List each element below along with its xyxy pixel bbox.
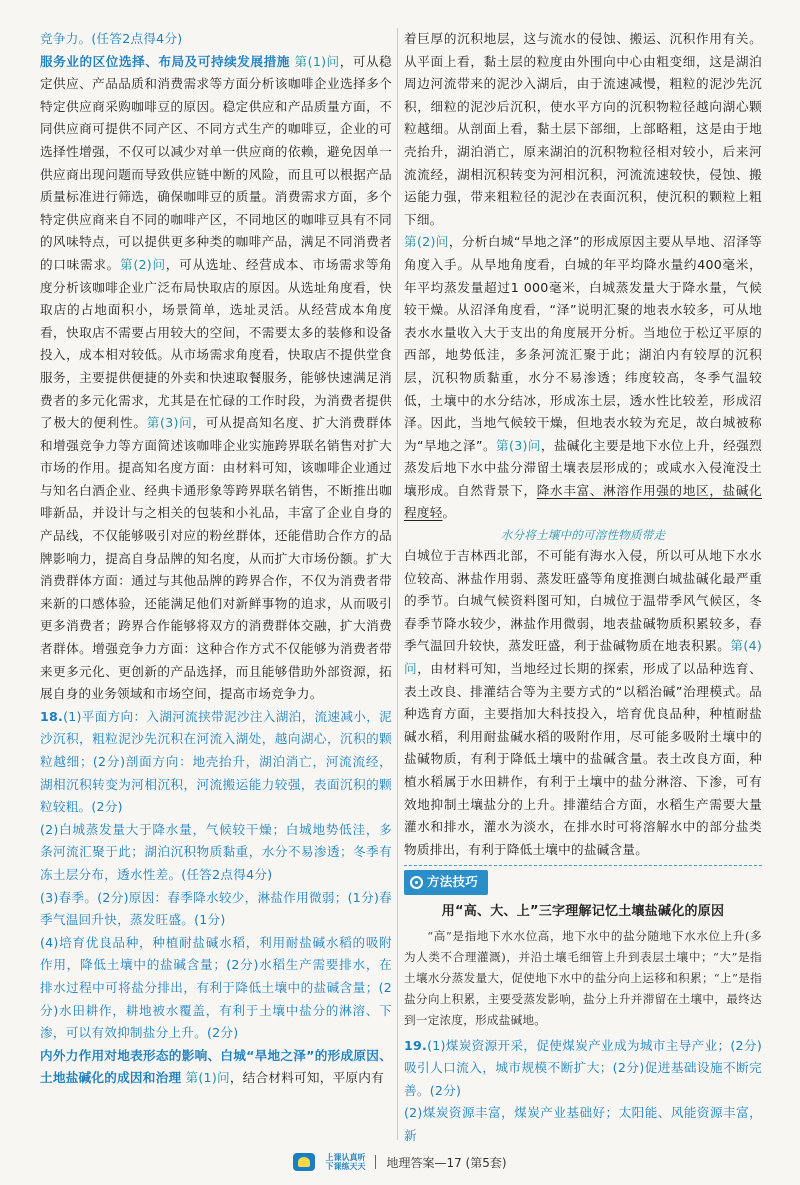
question-ref: 第(2)问 xyxy=(404,234,449,250)
question-ref: 第(1)问 xyxy=(185,1070,230,1086)
q18-answer-3: (3)春季。(2分)原因：春季降水较少，淋盐作用微弱；(1分)春季气温回升快，蒸发旺盛。(1分) xyxy=(40,889,392,928)
brand-slogan: 上课认真听 下课练天天 xyxy=(325,1153,366,1171)
answer-text: (1)平面方向：入湖河流挟带泥沙注入湖泊，流速减小，泥沙沉积，粗粒泥沙先沉积在河流入湖处，越向湖心，沉积的颗粒越细；(2分)剖面方向：地壳抬升，湖泊消亡，河流流经，湖相沉积转变为河相沉积，河流搬运能力较强，表面沉积的颗粒较粗。(2分) xyxy=(40,708,392,815)
topic-title: 内外力作用对地表形态的影响、白城“旱地之泽”的形成原因、土地盐碱化的成因和治理 xyxy=(40,1047,392,1086)
analysis-text: ，可从选址、经营成本、市场需求等角度分析该咖啡企业广泛布局快取店的原因。从选址角度看，快取店的占地面积小，场景简单，选址灵活。从经营成本角度看，快取店不需要占用较大的空间，不需要太多的装修和设备投入，成本相对较低。从市场需求角度看，快取店不提供堂食服务，主要提供便捷的外卖和快速取餐服务，能够快速满足消费者的多元化需求，尤其是在忙碌的工作时段，为消费者提供了极大的便利性。 xyxy=(40,256,393,431)
left-column xyxy=(40,28,392,1090)
analysis-text: ，分析白城“旱地之泽”的形成原因主要从旱地、沼泽等角度入手。从旱地角度看，白城的年平均降水量约400毫米，年平均蒸发量超过1 000毫米，白城蒸发量大于降水量，气候较干燥。从沼泽角度看，“泽”说明汇聚的地表水较多，可从地表水水量收入大于支出的角度展开分析。当地位于松辽平原的西部，地势低洼，多条河流汇聚于此；湖泊内有较厚的沉积层，沉积物质黏重，水分不易渗透；纬度较高，冬季气温较低，土壤中的水分结冰，形成冻土层，透水性比较差，形成沼泽。因此，当地气候较干燥，但地表水较为充足，故白城被称为“旱地之泽”。 xyxy=(404,234,762,453)
target-icon xyxy=(410,876,423,889)
analysis-paragraph xyxy=(404,545,762,861)
question-ref: 第(2)问 xyxy=(120,256,166,272)
answer-text: (1)煤炭资源开采，促使煤炭产业成为城市主导产业；(2分)吸引人口流入，城市规模不断扩大；(2分)促进基础设施不断完善。(2分) xyxy=(404,1037,762,1098)
analysis-paragraph xyxy=(404,231,762,525)
underlined-key-point: 降水丰富、淋溶作用强的地区，盐碱化程度轻 xyxy=(404,482,763,521)
analysis-continued: 着巨厚的沉积地层，这与流水的侵蚀、搬运、沉积作用有关。从平面上看，黏土层的粒度由外围向中心由粗变细，这是湖泊周边河流带来的泥沙入湖后，由于流速减慢，粗粒的泥沙先沉积，细粒的泥沙后沉积，使水平方向的沉积物粒径越向湖心颗粒越细。从剖面上看，黏土层下部细，上部略粗，这是由于地壳抬升，湖泊消亡，原来湖泊的沉积物粒径相对较小，后来河流流经，湖相沉积转变为河相沉积，河流流速较快，侵蚀、搬运能力强，带来粗粒径的泥沙在表面沉积，使沉积的颗粒上粗下细。 xyxy=(404,31,762,227)
tip-title: 用“高、大、上”三字理解记忆土壤盐碱化的原因 xyxy=(441,903,725,919)
tip-body: “高”是指地下水水位高，地下水中的盐分随地下水水位上升(多为人类不合理灌溉)，并沿土壤毛细管上升到表层土壤中；“大”是指土壤水分蒸发量大，促使地下水中的盐分向上运移和积累；“上”是指盐分向上积累，主要受蒸发影响，盐分上升并滞留在土壤中，最终达到一定浓度，形成盐碱地。 xyxy=(404,928,762,1027)
handwritten-note: 水分将土壤中的可溶性物质带走 xyxy=(500,528,666,543)
score-note: 竞争力。(任答2点得4分) xyxy=(40,31,183,46)
analysis-text: ，可从稳定供应、产品品质和消费需求等方面分析该咖啡企业选择多个特定供应商采购咖啡豆的原因。稳定供应和产品质量方面，不同供应商可提供不同产区、不同方式生产的咖啡豆，企业的可选择性增强，不仅可以减少对单一供应商的依赖，避免因单一供应商出现问题而导致供应链中断的风险，而且可以根据产品质量标准进行筛选，确保咖啡豆的质量。消费需求方面，多个特定供应商来自不同的咖啡产区，不同地区的咖啡豆具有不同的风味特点，可以提供更多种类的咖啡产品，满足不同消费者的口味需求。 xyxy=(40,53,393,272)
q18-answer-2: (2)白城蒸发量大于降水量，气候较干燥；白城地势低洼，多条河流汇聚于此；湖泊沉积物质黏重，水分不易渗透；冬季有冻土层分布，透水性差。(任答2点得4分) xyxy=(40,821,392,882)
question-ref: 第(3)问 xyxy=(146,415,193,431)
q19-answer-2: (2)煤炭资源丰富，煤炭产业基础好；太阳能、风能资源丰富，新 xyxy=(404,1105,762,1143)
question-ref: 第(4)问 xyxy=(404,638,763,677)
analysis-text: ，盐碱化主要是地下水位上升，经强烈蒸发后地下水中盐分滞留土壤表层形成的；或咸水入侵淹没土壤形成。自然背景下， xyxy=(404,437,763,498)
analysis-paragraph xyxy=(40,1045,392,1090)
brand-logo-icon xyxy=(293,1153,315,1171)
footer-separator xyxy=(375,1155,376,1169)
right-column xyxy=(404,28,762,1148)
analysis-text: 白城位于吉林西北部，不可能有海水入侵，所以可从地下水水位较高、淋盐作用弱、蒸发旺盛等角度推测白城盐碱化最严重的季节。白城气候资料图可知，白城位于温带季风气候区，冬春季节降水较少，淋盐作用微弱，地表盐碱物质积累较多，春季气温回升较快，蒸发旺盛，利于盐碱物质在地表积累。 xyxy=(404,548,762,654)
column-divider xyxy=(397,28,398,1140)
question-number: 18. xyxy=(40,708,64,724)
analysis-text: ，可从提高知名度、扩大消费群体和增强竞争力等方面简述该咖啡企业实施跨界联名销售对扩大市场的作用。提高知名度方面：由材料可知，该咖啡企业通过与知名白酒企业、经典卡通形象等跨界联名销售，不断推出咖啡新品，并设计与之相关的包装和小礼品，丰富了企业自身的产品线，不仅能够吸引对应的粉丝群体，还能借助合作方的品牌影响力，提高自身品牌的知名度，从而扩大市场份额。扩大消费群体方面：通过与其他品牌的跨界合作，不仅为消费者带来新的口感体验，还能满足他们对新鲜事物的追求，从而吸引更多消费者；跨界合作能够将双方的消费群体交融，扩大消费者群体。增强竞争力方面：这种合作方式不仅能够为消费者带来更多元化、更创新的产品选择，而且能够借助外部资源，拓展自身的业务领域和市场空间，提高市场竞争力。 xyxy=(40,415,393,702)
topic-title: 服务业的区位选择、布局及可持续发展措施 xyxy=(40,53,290,69)
page-label: 地理答案—17 (第5套) xyxy=(386,1155,507,1170)
page-footer xyxy=(0,1150,800,1174)
answer-fragment xyxy=(40,28,392,51)
question-ref: 第(1)问 xyxy=(294,53,340,69)
analysis-paragraph xyxy=(40,51,392,706)
method-tip-label xyxy=(404,870,488,895)
q18-answer-1 xyxy=(40,706,392,819)
analysis-text: 。 xyxy=(442,505,456,521)
analysis-text: ，结合材料可知，平原内有 xyxy=(229,1070,384,1086)
question-number: 19. xyxy=(404,1037,428,1053)
analysis-text: ，由材料可知，当地经过长期的探索，形成了以品种选育、表土改良、排灌结合等为主要方式的“以稻治碱”治理模式。品种选育方面，主要指加大科技投入，培育优良品种，种植耐盐碱水稻，利用耐盐碱水稻的吸附作用，尽可能多吸附土壤中的盐碱物质，有利于降低土壤中的盐碱含量。表土改良方面，种植水稻属于水田耕作，有利于土壤中的盐分淋溶、下渗，可有效地抑制土壤盐分的上升。排灌结合方面，水稻生产需要大量灌水和排水，灌水为淡水，在排水时可将溶解水中的部分盐类物质排出，有利于降低土壤中的盐碱含量。 xyxy=(404,661,763,857)
tip-label-text: 方法技巧 xyxy=(427,874,479,890)
q19-answer-1 xyxy=(404,1035,762,1103)
question-ref: 第(3)问 xyxy=(496,437,541,453)
q18-answer-4: (4)培育优良品种，种植耐盐碱水稻，利用耐盐碱水稻的吸附作用，降低土壤中的盐碱含量；(2分)水稻生产需要排水，在排水过程中可将盐分排出，有利于降低土壤中的盐碱含量；(2分)水田耕作，耕地被水覆盖，有利于土壤中盐分的淋溶、下渗，可以有效抑制盐分上升。(2分) xyxy=(40,934,392,1041)
method-tip-box xyxy=(404,865,762,1034)
